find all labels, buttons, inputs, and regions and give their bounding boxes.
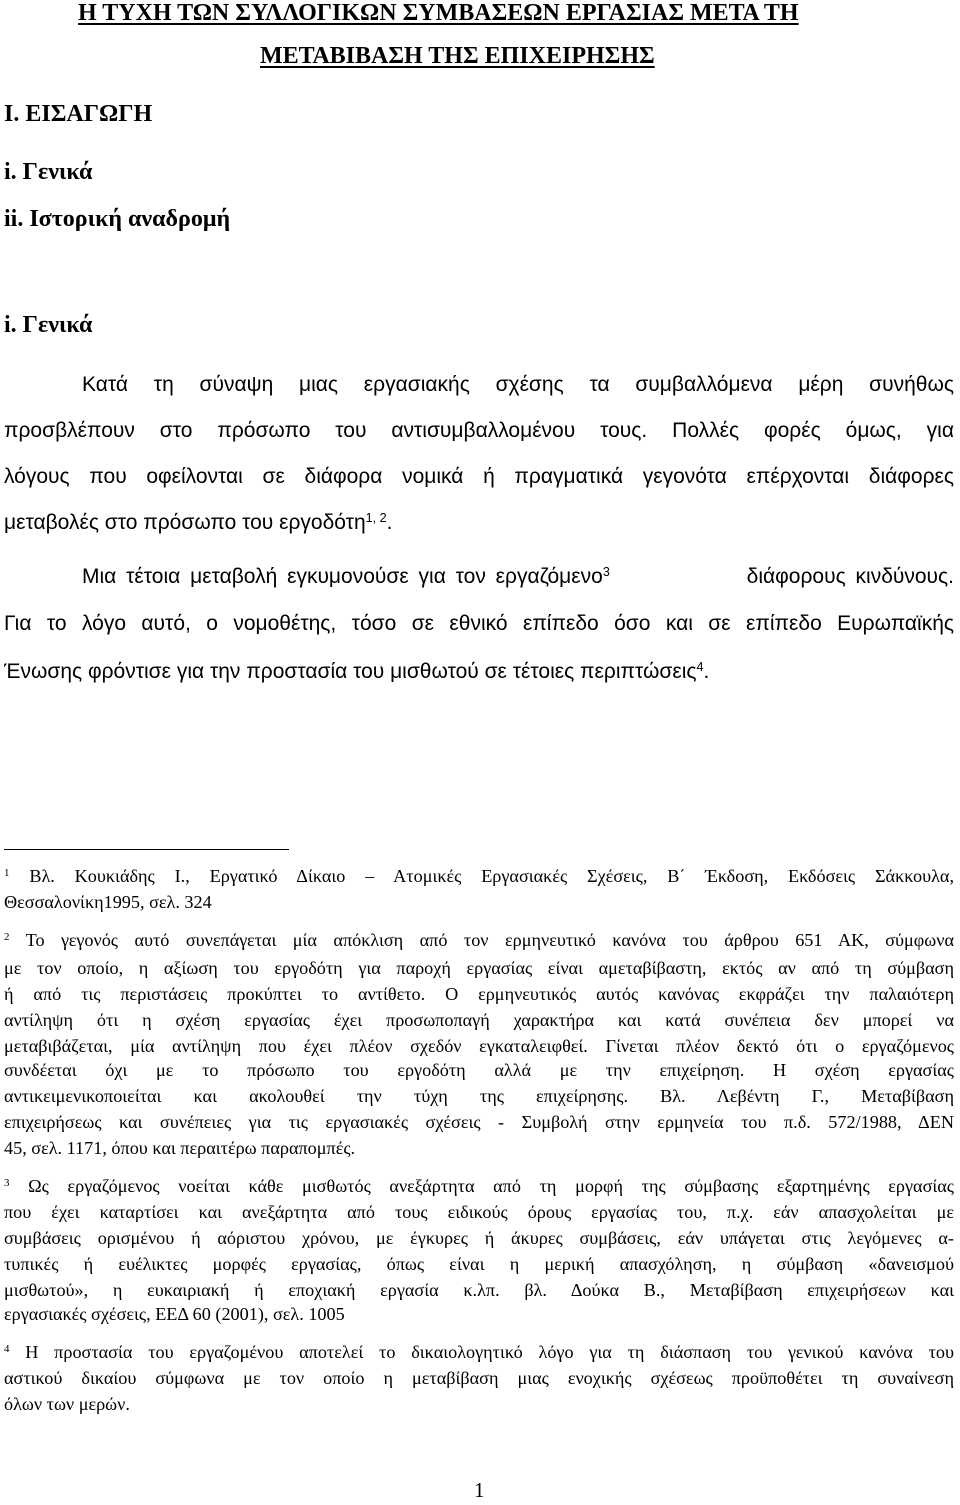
- footnote-3-line-1: [4, 1176, 954, 1197]
- paragraph-1-line-2: προσβλέπουν στο πρόσωπο του αντισυμβαλλομένου τους. Πολλές φορές όμως, για: [4, 419, 954, 442]
- paragraph-1-line-3: λόγους που οφείλονται σε διάφορα νομικά ή πραγματικά γεγονότα επέρχονται διάφορες: [4, 465, 954, 488]
- footnote-2-line-7: αντικειμενικοποιείται και ακολουθεί την τύχη της επιχείρησης. Βλ. Λεβέντη Γ., Μεταβίβαση: [4, 1086, 954, 1106]
- footnote-3-line-5: μισθωτού», η ευκαιριακή ή εποχιακή εργασία κ.λπ. βλ. Δούκα Β., Μεταβίβαση επιχειρήσεων και: [4, 1280, 954, 1300]
- paragraph-1-line-4-text: μεταβολές στο πρόσωπο του εργοδότη: [4, 511, 366, 534]
- footnote-4-number: 4: [4, 1343, 10, 1355]
- footnote-1-line-2: Θεσσαλονίκη1995, σελ. 324: [4, 892, 212, 912]
- paragraph-1-line-1: Κατά τη σύναψη μιας εργασιακής σχέσης τα συμβαλλόμενα μέρη συνήθως: [82, 373, 954, 396]
- footnote-separator: [4, 849, 289, 850]
- paragraph-2-line-1-text: Μια τέτοια μεταβολή εγκυμονούσε για τον εργαζόμενο: [82, 565, 603, 588]
- footnote-3-line-6: εργασιακές σχέσεις, ΕΕΔ 60 (2001), σελ. 1005: [4, 1304, 345, 1324]
- footnote-2-line-1: [4, 930, 954, 951]
- footnote-2-line-2: με τον οποίο, η αξίωση του εργοδότη για παροχή εργασίας είναι αμεταβίβαστη, εκτός αν από τη σύμβαση: [4, 958, 954, 978]
- footnote-3-line-4: τυπικές ή ευέλικτες μορφές εργασίας, όπως είναι η μερική απασχόληση, η σύμβαση «δανεισμού: [4, 1254, 954, 1274]
- paragraph-1-line-4: [4, 511, 393, 535]
- footnote-4-line-1: [4, 1342, 954, 1363]
- section-heading: I. ΕΙΣΑΓΩΓΗ: [4, 101, 153, 127]
- footnote-3-line-3: συμβάσεις ορισμένου ή αόριστου χρόνου, με έγκυρες ή άκυρες συμβάσεις, εάν υπάγεται στις λεγόμενες α-: [4, 1228, 954, 1248]
- paragraph-1-line-4-end: .: [386, 511, 393, 534]
- outline-item-general: i. Γενικά: [4, 159, 93, 185]
- footnote-2-line-8: επιχειρήσεως και συνέπειες για τις εργασιακές σχέσεις - Συμβολή στην ερμηνεία του π.δ. 572/1988, ΔΕΝ: [4, 1112, 954, 1132]
- page-number: 1: [474, 1478, 485, 1502]
- footnote-2-line-3: ή από τις περιστάσεις προκύπτει το αντίθετο. Ο ερμηνευτικός αυτός κανόνας εκφράζει την παλαιότερη: [4, 984, 954, 1004]
- paragraph-2-line-1-inner: [82, 565, 610, 589]
- footnote-2-line-9: 45, σελ. 1171, όπου και περαιτέρω παραπομπές.: [4, 1138, 356, 1158]
- footnote-3-number: 3: [4, 1177, 10, 1189]
- outline-item-history: ii. Ιστορική αναδρομή: [4, 206, 231, 232]
- footnote-2-line-4: αντίληψη ότι η σχέση εργασίας έχει προσωποπαγή χαρακτήρα και κατά συνέπεια δεν μπορεί να: [4, 1010, 954, 1030]
- document-title-line-1: Η ΤΥΧΗ ΤΩΝ ΣΥΛΛΟΓΙΚΩΝ ΣΥΜΒΑΣΕΩΝ ΕΡΓΑΣΙΑΣ ΜΕΤΑ ΤΗ: [78, 0, 799, 26]
- footnote-ref-4: 4: [696, 660, 704, 675]
- footnote-1-line-1-text: Βλ. Κουκιάδης Ι., Εργατικό Δίκαιο – Ατομικές Εργασιακές Σχέσεις, Β΄ Έκδοση, Εκδόσεις Σάκκουλα,: [29, 866, 955, 886]
- footnote-ref-1-2: 1, 2: [365, 511, 387, 526]
- footnote-3-line-1-text: Ως εργαζόμενος νοείται κάθε μισθωτός ανεξάρτητα από τη μορφή της σύμβασης εξαρτημένης εργασίας: [28, 1176, 955, 1196]
- paragraph-2-line-3-end: .: [703, 660, 710, 683]
- footnote-1-line-1: [4, 866, 954, 887]
- footnote-ref-3: 3: [602, 565, 610, 580]
- footnote-4-line-1-text: Η προστασία του εργαζομένου αποτελεί το δικαιολογητικό λόγο για τη διάσπαση του γενικού κανόνα του: [25, 1342, 954, 1362]
- footnote-2-line-6: συνδέεται όχι με το πρόσωπο του εργοδότη αλλά με την επιχείρηση. Η σχέση εργασίας: [4, 1060, 954, 1080]
- paragraph-2-line-3: [4, 660, 709, 684]
- footnote-2-line-1-text: Το γεγονός αυτό συνεπάγεται μία απόκλιση από τον ερμηνευτικό κανόνα του άρθρου 651 ΑΚ, σύμφωνα: [25, 930, 954, 950]
- footnote-4-line-2: αστικού δικαίου σύμφωνα με τον οποίο η μεταβίβαση μιας ενοχικής σχέσεως προϋποθέτει τη συναίνεση: [4, 1368, 954, 1388]
- subsection-heading: i. Γενικά: [4, 312, 93, 338]
- paragraph-2-line-1-end: διάφορους κινδύνους.: [746, 565, 954, 588]
- document-title-line-2: ΜΕΤΑΒΙΒΑΣΗ ΤΗΣ ΕΠΙΧΕΙΡΗΣΗΣ: [260, 43, 655, 69]
- footnote-3-line-2: που έχει καταρτίσει και ανεξάρτητα από τους ειδικούς όρους εργασίας του, π.χ. εάν απασχολείται με: [4, 1202, 954, 1222]
- footnote-1-number: 1: [4, 867, 10, 879]
- paragraph-2-line-2: Για το λόγο αυτό, ο νομοθέτης, τόσο σε εθνικό επίπεδο όσο και σε επίπεδο Ευρωπαϊκής: [4, 612, 954, 635]
- footnote-2-number: 2: [4, 931, 10, 943]
- footnote-2-line-5: μεταβιβάζεται, μία αντίληψη που έχει πλέον σχεδόν εγκαταλειφθεί. Γίνεται πλέον δεκτό ότι ο εργαζόμενος: [4, 1036, 954, 1056]
- paragraph-2-line-3-text: Ένωσης φρόντισε για την προστασία του μισθωτού σε τέτοιες περιπτώσεις: [4, 660, 697, 683]
- paragraph-2-line-1: [82, 565, 954, 589]
- footnote-4-line-3: όλων των μερών.: [4, 1394, 130, 1414]
